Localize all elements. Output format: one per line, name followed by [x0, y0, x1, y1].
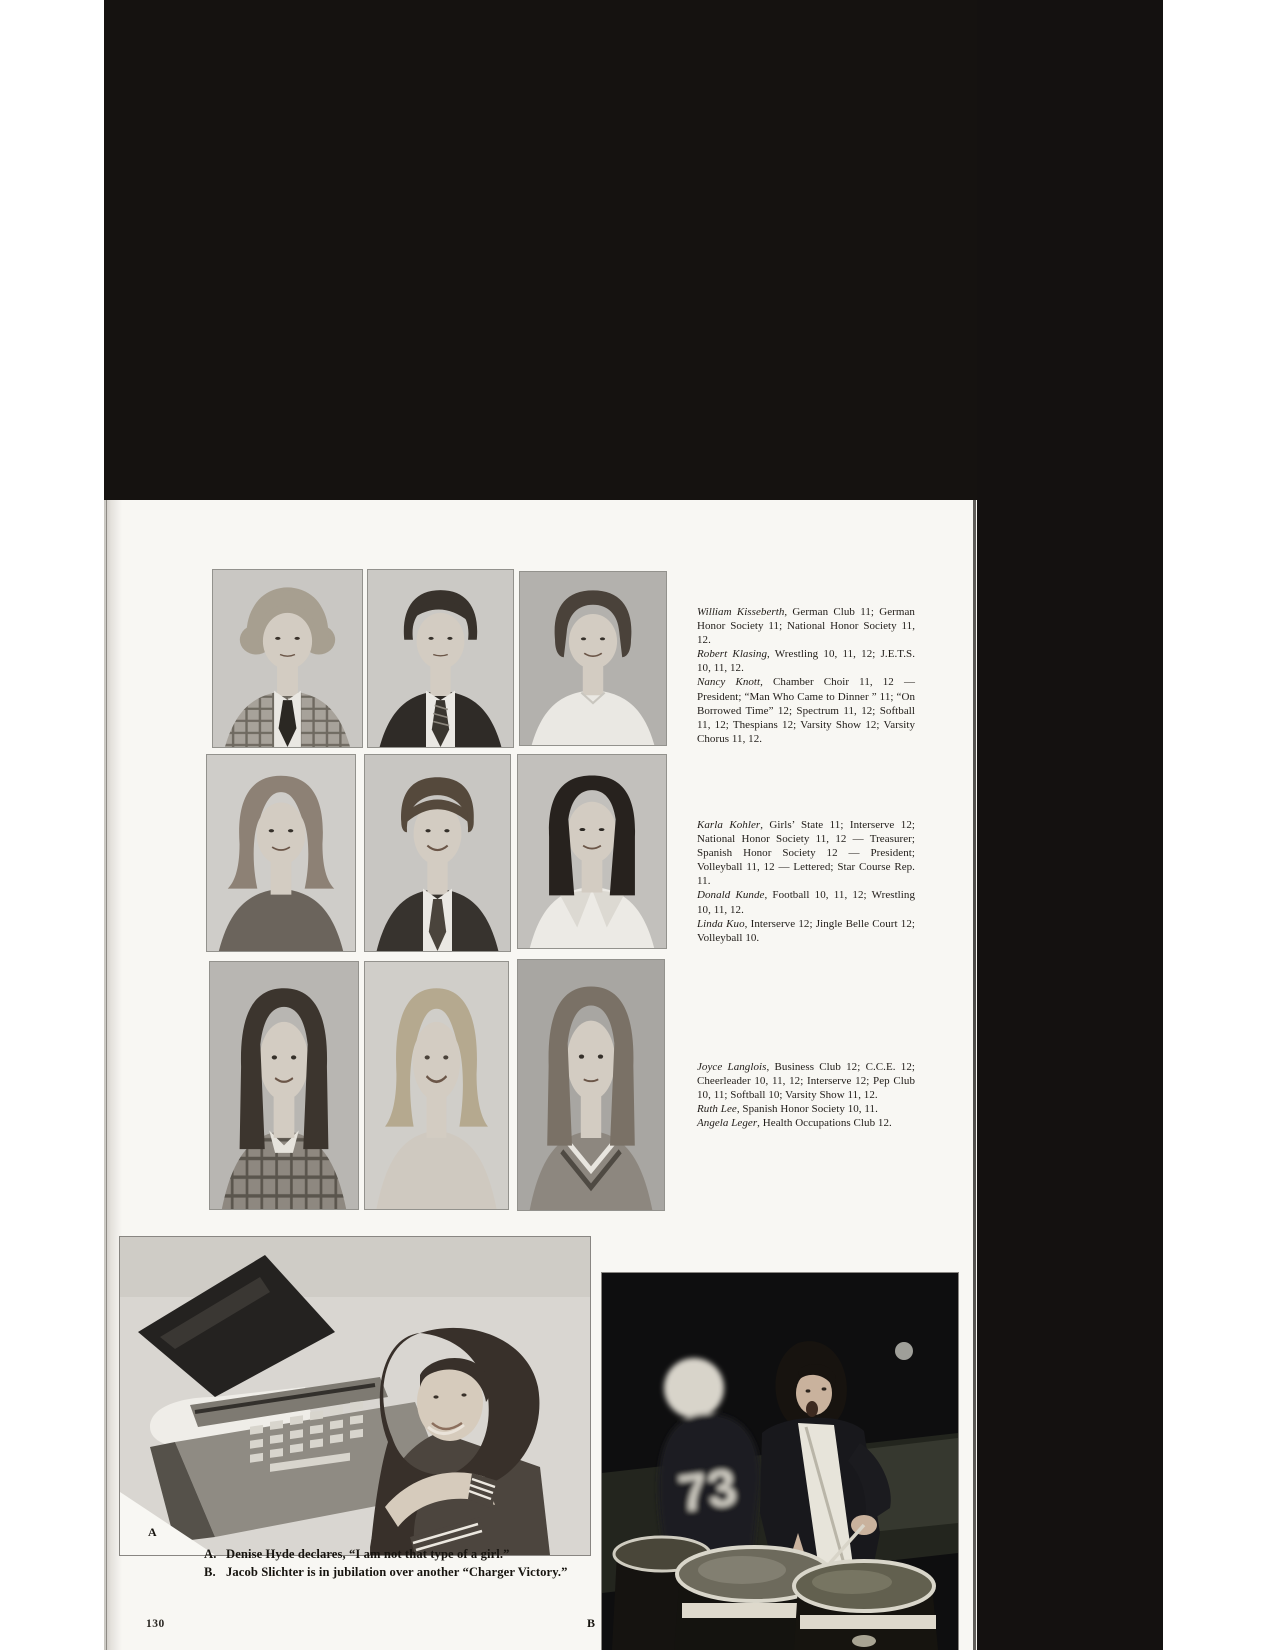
portrait-karla-kohler	[207, 755, 355, 951]
candid-photo-drummer	[602, 1273, 958, 1650]
open-mouth	[806, 1401, 818, 1417]
portrait-photo	[365, 962, 508, 1209]
portrait-ruth-lee	[365, 962, 508, 1209]
student-activities: , Health Occupations Club 12.	[757, 1117, 892, 1130]
night-game-scene	[602, 1273, 958, 1650]
senior-entry	[697, 1102, 915, 1116]
photo-captions	[204, 1546, 568, 1581]
senior-entry	[697, 605, 915, 647]
portrait-angela-leger	[518, 960, 664, 1210]
senior-entry	[697, 818, 915, 888]
page-edge-shadow	[973, 500, 976, 1650]
caption-a-label: A.	[204, 1547, 217, 1561]
portrait-photo	[210, 962, 358, 1209]
scan-edge-line	[106, 500, 107, 1650]
student-name: Nancy Knott	[697, 676, 761, 689]
senior-entry	[697, 1116, 915, 1130]
yearbook-page	[104, 500, 977, 1650]
senior-entry	[697, 675, 915, 745]
student-name: Joyce Langlois	[697, 1061, 767, 1073]
senior-entry	[697, 917, 915, 945]
portrait-nancy-knott	[520, 572, 666, 745]
portrait-robert-klasing	[368, 570, 513, 747]
portrait-photo	[207, 755, 355, 951]
page-number: 130	[146, 1618, 165, 1630]
student-activities: , Interserve 12; Jingle Belle Court 12; Volleyball 10.	[697, 917, 915, 944]
student-name: Linda Kuo	[697, 917, 745, 930]
typewriter-scene	[120, 1237, 590, 1555]
portrait-photo	[368, 570, 513, 747]
student-activities: , Spanish Honor Society 10, 11.	[736, 1103, 878, 1116]
student-activities: , Business Club 12; C.C.E. 12; Cheerleader 10, 11, 12; Interserve 12; Pep Club 10, 11; Softball 10; Varsity Show 11, 12.	[697, 1061, 915, 1102]
photo-label-a: A	[148, 1525, 157, 1539]
stadium-light	[895, 1342, 913, 1360]
portrait-donald-kunde	[365, 755, 510, 951]
portrait-photo	[518, 960, 664, 1210]
portrait-photo	[213, 570, 362, 747]
portrait-photo	[518, 755, 666, 948]
student-name: Ruth Lee	[697, 1103, 737, 1116]
jersey-number: 73	[674, 1458, 741, 1524]
student-activities: , German Club 11; German Honor Society 11; National Honor Society 11, 12.	[697, 606, 915, 647]
activities-text-group-3	[697, 1060, 915, 1130]
student-activities: , Girls’ State 11; Interserve 12; National Honor Society 11, 12 — Treasurer; Spanish Honor Society 12 — President; Volleyball 11, 12 — Lettered; Star Course Rep. 11.	[697, 819, 915, 888]
portrait-joyce-langlois	[210, 962, 358, 1209]
student-name: William Kisseberth	[697, 606, 785, 618]
caption-b-text: Jacob Slichter is in jubilation over another “Charger Victory.”	[226, 1564, 568, 1579]
portrait-photo	[520, 572, 666, 745]
caption-a	[204, 1546, 568, 1564]
caption-b	[204, 1564, 568, 1582]
portrait-linda-kuo	[518, 755, 666, 948]
activities-text-group-1	[697, 605, 915, 746]
senior-entry	[697, 1060, 915, 1102]
senior-entry	[697, 647, 915, 675]
student-activities: , Wrestling 10, 11, 12; J.E.T.S. 10, 11, 12.	[697, 648, 915, 675]
activities-text-group-2	[697, 818, 915, 945]
candid-photo-typewriter	[120, 1237, 590, 1555]
caption-a-text: Denise Hyde declares, “I am not that type of a girl.”	[226, 1547, 510, 1561]
student-name: Karla Kohler	[697, 819, 761, 831]
student-name: Donald Kunde	[697, 889, 765, 902]
student-activities: , Chamber Choir 11, 12 — President; “Man Who Came to Dinner ” 11; “On Borrowed Time” 12; Spectrum 11, 12; Softball 11, 12; Thespians 12; Varsity Show 12; Varsity Chorus 11, 12.	[697, 676, 915, 745]
scan-dark-background-right	[977, 0, 1163, 1650]
student-name: Robert Klasing	[697, 648, 768, 661]
portrait-photo	[365, 755, 510, 951]
student-name: Angela Leger	[697, 1117, 758, 1130]
student-activities: , Football 10, 11, 12; Wrestling 10, 11, 12.	[697, 889, 915, 916]
portrait-william-kisseberth	[213, 570, 362, 747]
caption-b-label: B.	[204, 1564, 216, 1579]
photo-label-b: B	[587, 1616, 596, 1630]
senior-entry	[697, 888, 915, 916]
